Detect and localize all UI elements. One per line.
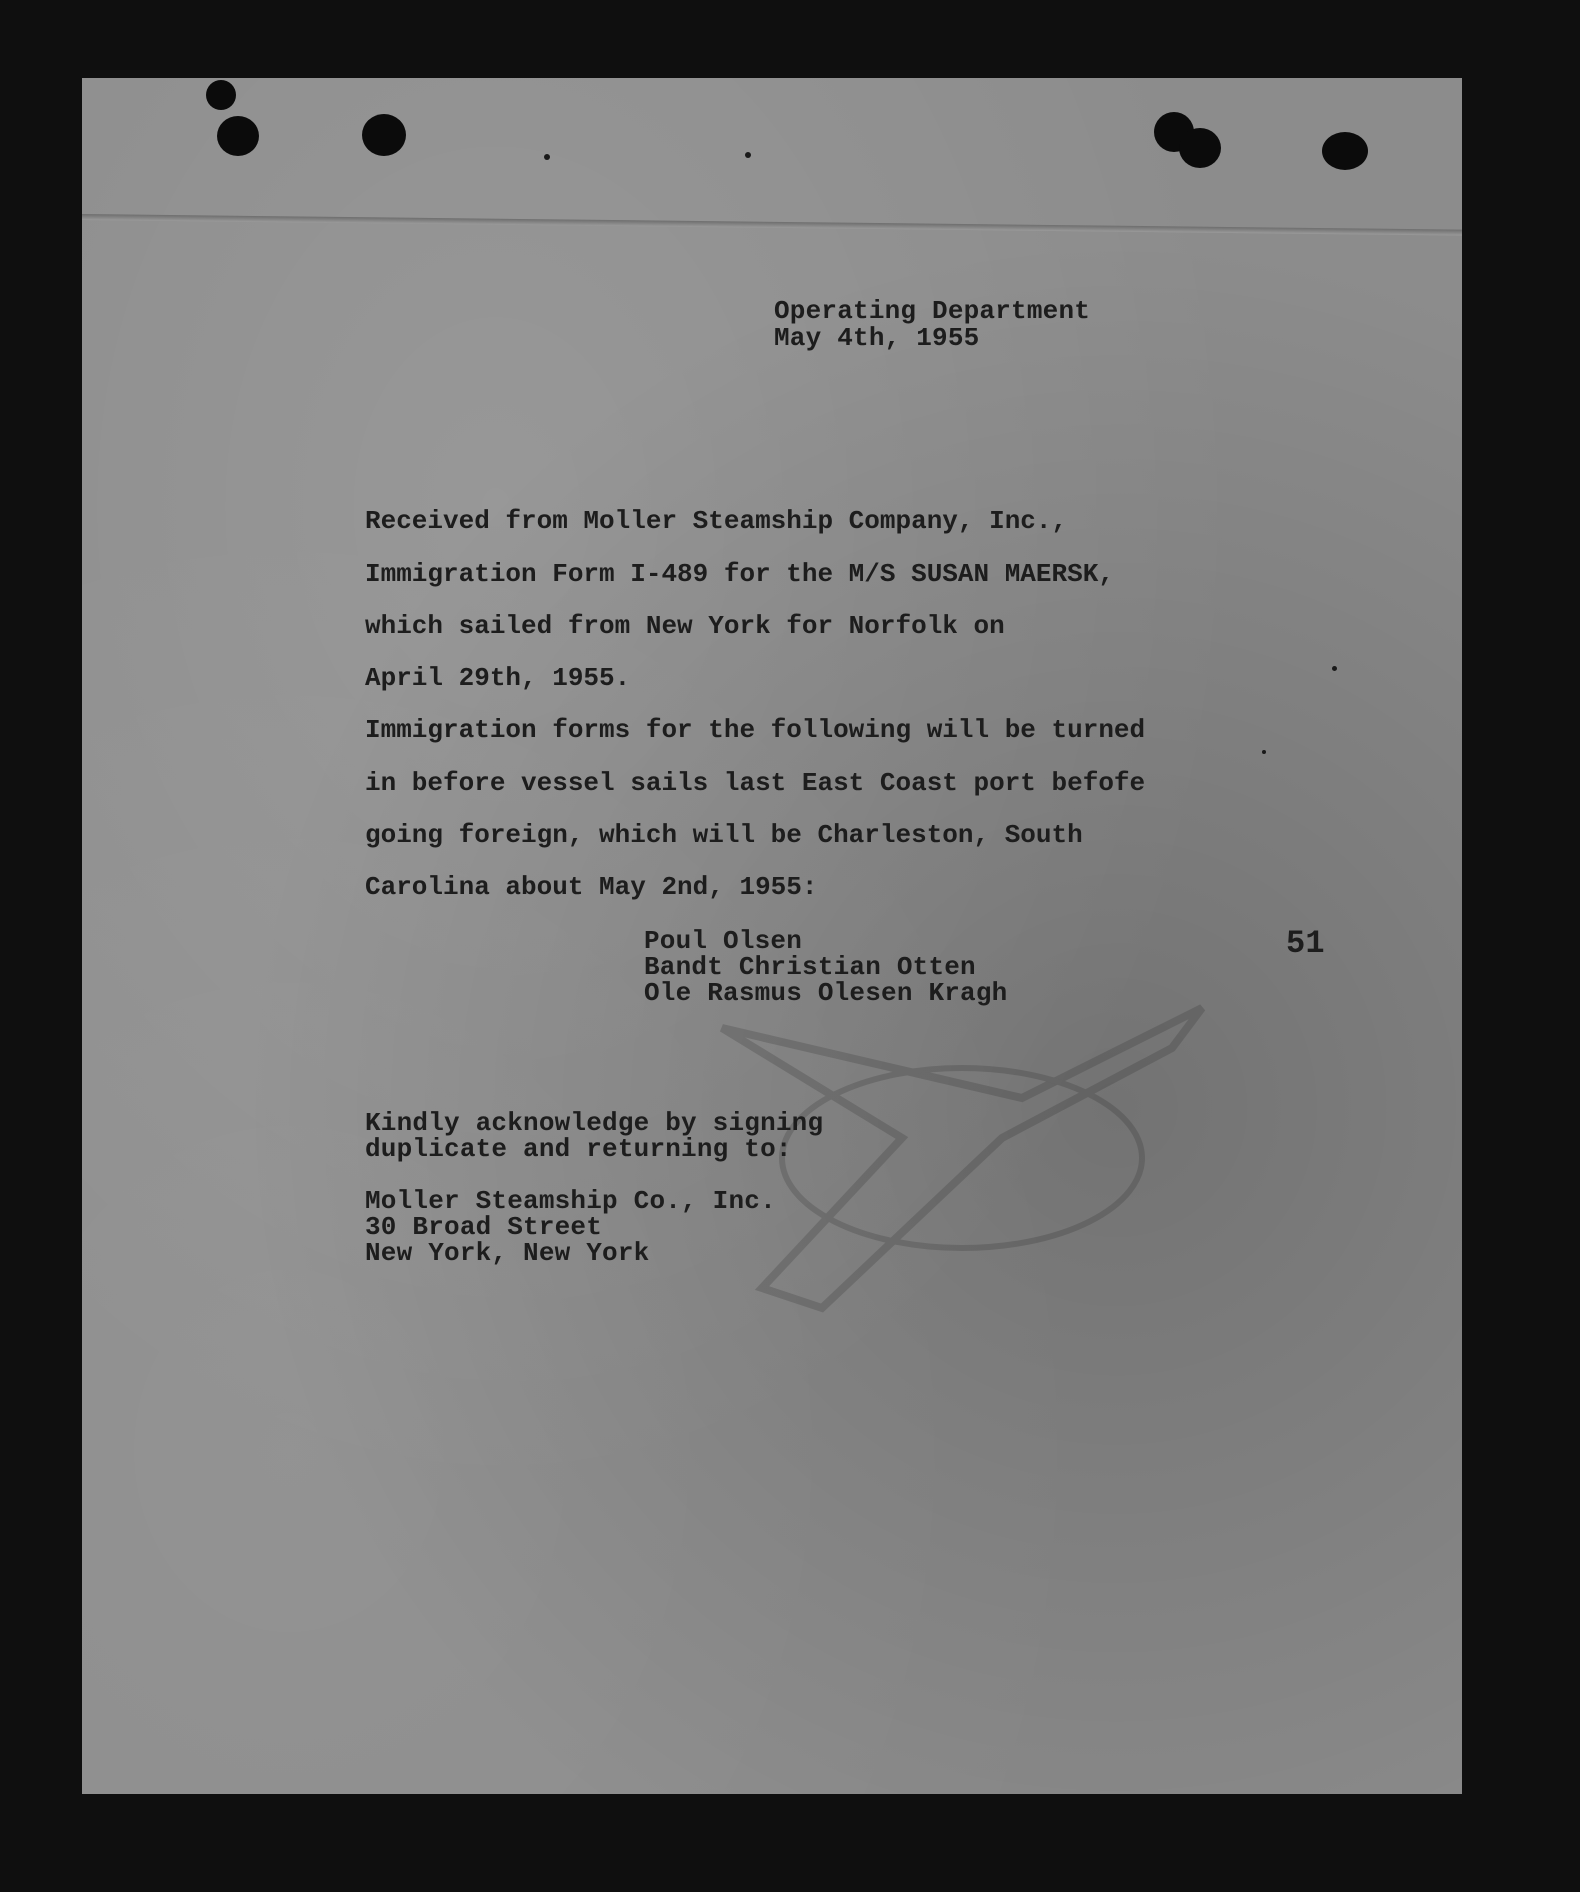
- body-line: which sailed from New York for Norfolk on: [365, 611, 1005, 641]
- address-company: Moller Steamship Co., Inc.: [365, 1186, 776, 1216]
- department-heading: Operating Department: [774, 296, 1091, 326]
- crew-name: Bandt Christian Otten: [644, 952, 976, 982]
- faint-stamp-mark: [702, 988, 1222, 1348]
- address-street: 30 Broad Street: [365, 1212, 603, 1242]
- body-line: Immigration forms for the following will be turned: [365, 715, 1146, 745]
- punch-hole: [206, 80, 236, 110]
- closing-line: Kindly acknowledge by signing: [365, 1108, 824, 1138]
- punch-hole: [1322, 132, 1368, 170]
- ink-speck: [1332, 666, 1337, 671]
- body-line: April 29th, 1955.: [365, 663, 631, 693]
- ink-speck: [745, 152, 751, 158]
- crew-name: Poul Olsen: [644, 926, 803, 956]
- address-city: New York, New York: [365, 1238, 650, 1268]
- body-line: Immigration Form I-489 for the M/S SUSAN MAERSK,: [365, 559, 1114, 589]
- ink-speck: [1262, 750, 1266, 754]
- punch-hole: [362, 114, 406, 156]
- fold-line: [82, 214, 1462, 236]
- ink-speck: [544, 154, 550, 160]
- letter-date: May 4th, 1955: [774, 323, 980, 353]
- body-line: going foreign, which will be Charleston, South: [365, 820, 1083, 850]
- body-line: Received from Moller Steamship Company, Inc.,: [365, 506, 1068, 536]
- document-page: [82, 78, 1462, 1794]
- page-number: 51: [1286, 925, 1325, 962]
- body-line: in before vessel sails last East Coast port befofe: [365, 768, 1146, 798]
- closing-line: duplicate and returning to:: [365, 1134, 792, 1164]
- body-line: Carolina about May 2nd, 1955:: [365, 872, 818, 902]
- crew-name: Ole Rasmus Olesen Kragh: [644, 978, 1008, 1008]
- punch-hole: [217, 116, 259, 156]
- punch-hole: [1179, 128, 1221, 168]
